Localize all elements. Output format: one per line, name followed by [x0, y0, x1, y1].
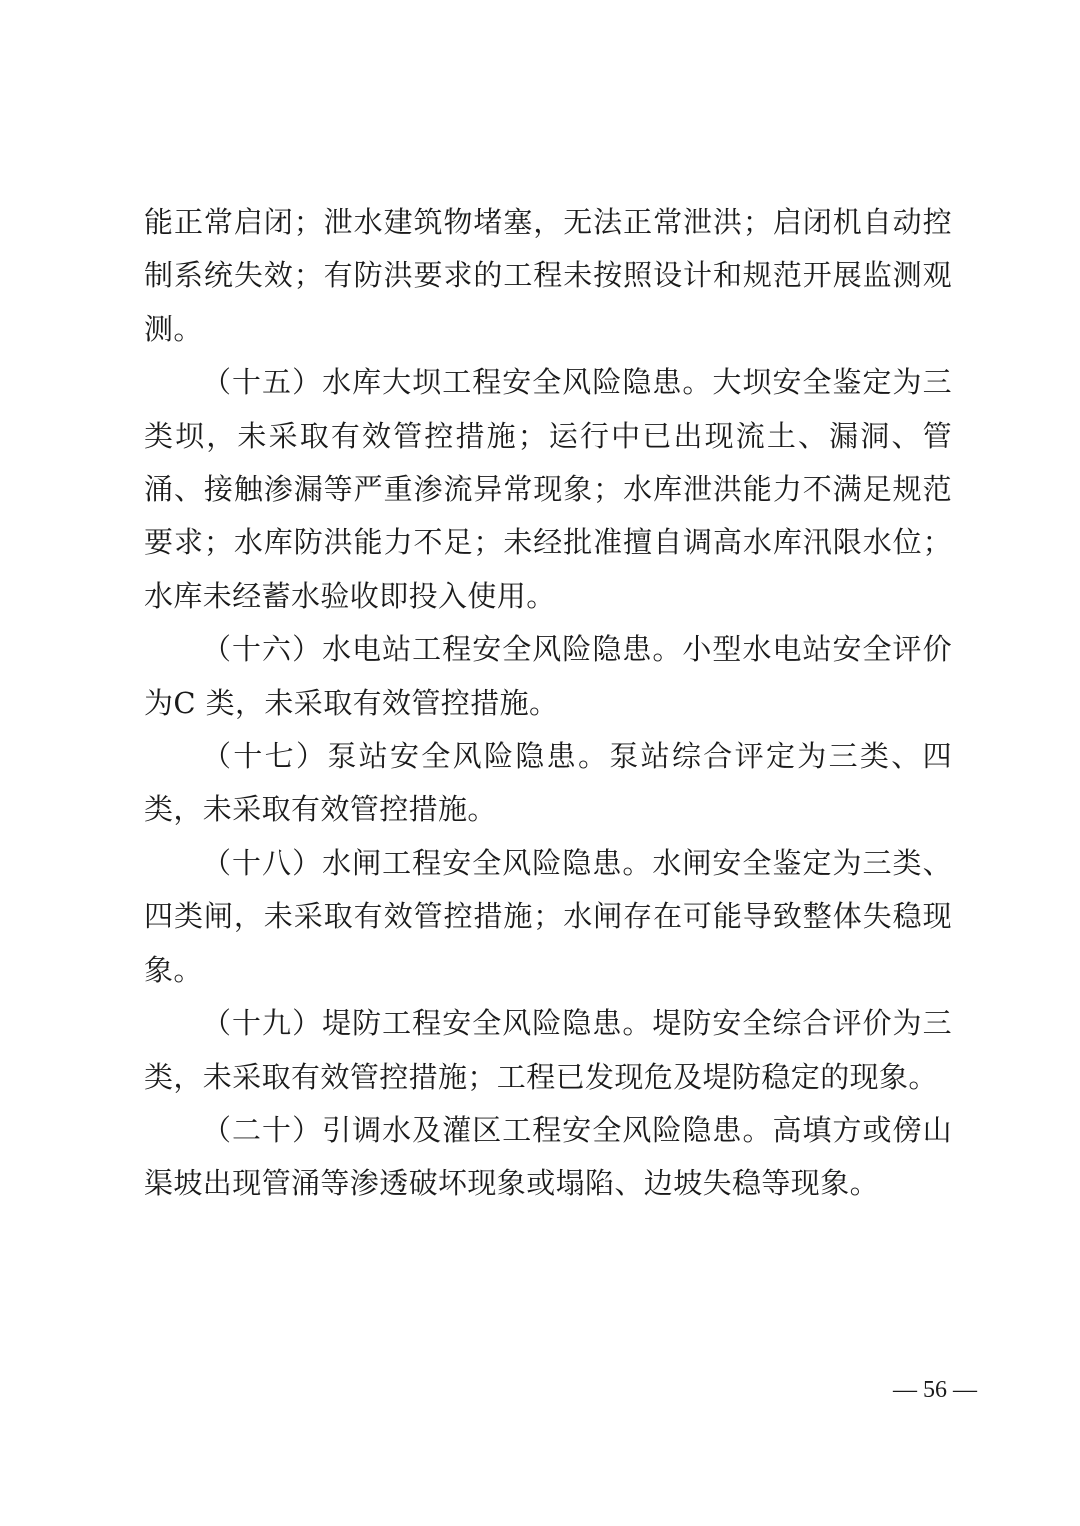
page-number: — 56 — — [893, 1377, 977, 1403]
document-body — [144, 196, 952, 1211]
paragraph-continuation: 能正常启闭；泄水建筑物堵塞，无法正常泄洪；启闭机自动控制系统失效；有防洪要求的工程未按照设计和规范开展监测观测。 — [144, 205, 952, 346]
paragraph-item-15: （十五）水库大坝工程安全风险隐患。大坝安全鉴定为三类坝，未采取有效管控措施；运行中已出现流土、漏洞、管涌、接触渗漏等严重渗流异常现象；水库泄洪能力不满足规范要求；水库防洪能力不足；未经批准擅自调高水库汛限水位；水库未经蓄水验收即投入使用。 — [144, 365, 952, 613]
paragraph-item-19: （十九）堤防工程安全风险隐患。堤防安全综合评价为三类，未采取有效管控措施；工程已发现危及堤防稳定的现象。 — [144, 1006, 952, 1094]
paragraph-item-17: （十七）泵站安全风险隐患。泵站综合评定为三类、四类，未采取有效管控措施。 — [144, 739, 952, 827]
paragraph-item-20: （二十）引调水及灌区工程安全风险隐患。高填方或傍山渠坡出现管涌等渗透破坏现象或塌陷、边坡失稳等现象。 — [144, 1112, 952, 1201]
paragraph-item-16: （十六）水电站工程安全风险隐患。小型水电站安全评价为C 类，未采取有效管控措施。 — [144, 632, 952, 720]
paragraph-item-18: （十八）水闸工程安全风险隐患。水闸安全鉴定为三类、四类闸，未采取有效管控措施；水闸存在可能导致整体失稳现象。 — [144, 845, 952, 987]
